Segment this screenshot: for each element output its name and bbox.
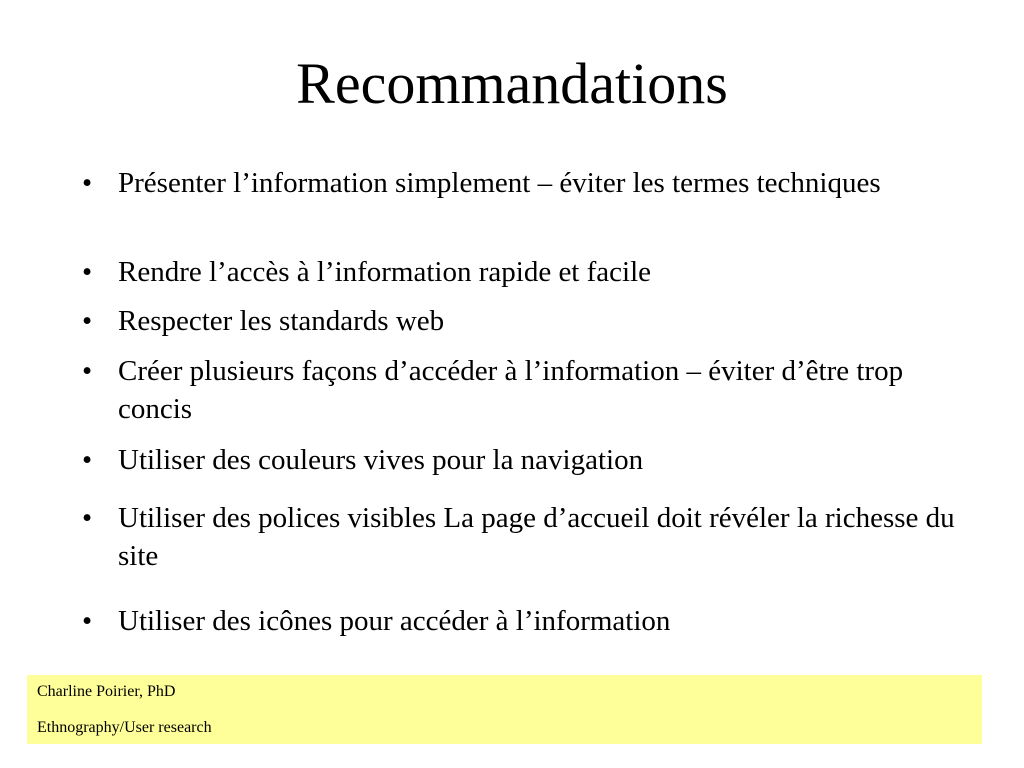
bullet-icon: • bbox=[82, 605, 93, 637]
bullet-icon: • bbox=[82, 355, 93, 387]
bullet-text: Rendre l’accès à l’information rapide et facile bbox=[118, 256, 652, 288]
bullet-text: Utiliser des polices visibles La page d’accueil doit révéler la richesse du site bbox=[118, 502, 955, 572]
bullet-item bbox=[82, 499, 962, 575]
bullet-text: Créer plusieurs façons d’accéder à l’information – éviter d’être trop concis bbox=[118, 355, 904, 425]
bullet-item bbox=[82, 164, 962, 202]
bullet-item bbox=[82, 253, 962, 291]
footer-role: Ethnography/User research bbox=[37, 719, 212, 736]
bullet-item bbox=[82, 352, 962, 428]
bullet-icon: • bbox=[82, 444, 93, 476]
bullet-icon: • bbox=[82, 305, 93, 337]
bullet-item bbox=[82, 441, 962, 479]
bullet-icon: • bbox=[82, 502, 93, 534]
bullet-icon: • bbox=[82, 256, 93, 288]
bullet-text: Présenter l’information simplement – éviter les termes techniques bbox=[118, 167, 881, 199]
bullet-item bbox=[82, 302, 962, 340]
bullet-icon: • bbox=[82, 167, 93, 199]
slide-title: Recommandations bbox=[296, 51, 728, 116]
footer-author: Charline Poirier, PhD bbox=[37, 683, 176, 700]
bullet-text: Utiliser des couleurs vives pour la navigation bbox=[118, 444, 644, 476]
bullet-text: Respecter les standards web bbox=[118, 305, 445, 337]
bullet-item bbox=[82, 602, 962, 640]
footer-box bbox=[27, 675, 982, 744]
bullet-text: Utiliser des icônes pour accéder à l’information bbox=[118, 605, 671, 637]
